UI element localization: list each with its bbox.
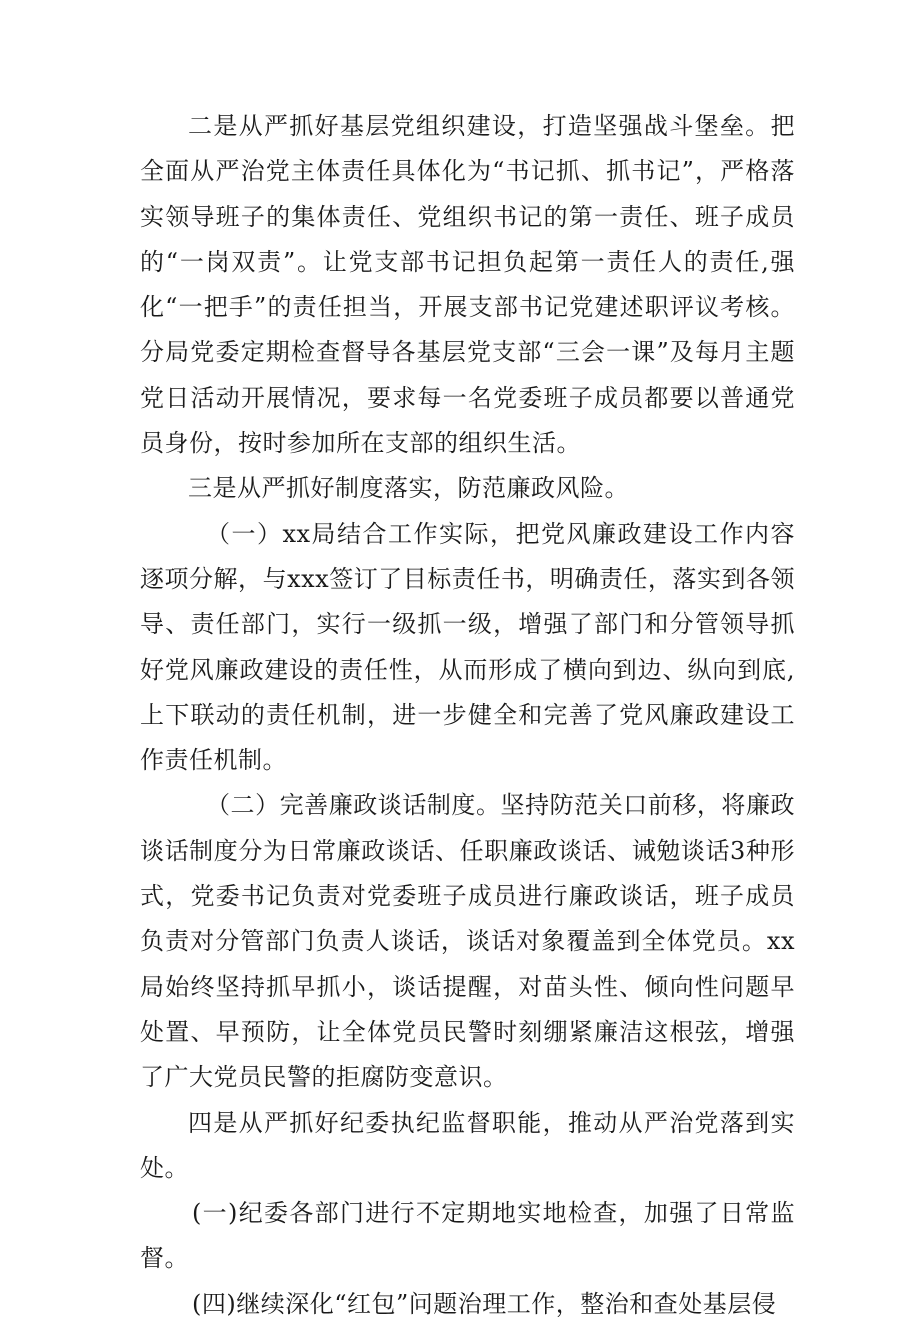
paragraph-item-red-envelope: (四)继续深化“红包”问题治理工作，整治和查处基层侵	[192, 1289, 777, 1318]
paragraph-system-implementation: 三是从严抓好制度落实，防范廉政风险。	[188, 474, 629, 503]
paragraph-discipline-supervision: 四是从严抓好纪委执纪监督职能，推动从严治党落到实处。	[140, 1108, 795, 1182]
paragraph-item-two-talk-system: （二）完善廉政谈话制度。坚持防范关口前移，将廉政谈话制度分为日常廉政谈话、任职廉政谈话、诫勉谈话3种形式，党委书记负责对党委班子成员进行廉政谈话，班子成员负责对分管部门负责人谈话，谈话对象覆盖到全体党员。xx局始终坚持抓早抓小，谈话提醒，对苗头性、倾向性问题早处置、早预防，让全体党员民警时刻绷紧廉洁这根弦，增强了广大党员民警的拒腐防变意识。	[140, 791, 795, 1092]
paragraph-item-inspection: (一)纪委各部门进行不定期地实地检查，加强了日常监督。	[140, 1199, 795, 1273]
paragraph-party-organization: 二是从严抓好基层党组织建设，打造坚强战斗堡垒。把全面从严治党主体责任具体化为“书记抓、抓书记”，严格落实领导班子的集体责任、党组织书记的第一责任、班子成员的“一岗双责”。让党支部书记担负起第一责任人的责任,强化“一把手”的责任担当，开展支部书记党建述职评议考核。分局党委定期检查督导各基层党支部“三会一课”及每月主题党日活动开展情况，要求每一名党委班子成员都要以普通党员身份，按时参加所在支部的组织生活。	[140, 112, 795, 458]
document-body	[140, 104, 795, 1327]
paragraph-item-one-responsibility: （一）xx局结合工作实际，把党风廉政建设工作内容逐项分解，与xxx签订了目标责任书，明确责任，落实到各领导、责任部门，实行一级抓一级，增强了部门和分管领导抓好党风廉政建设的责任性，从而形成了横向到边、纵向到底,上下联动的责任机制，进一步健全和完善了党风廉政建设工作责任机制。	[140, 519, 795, 775]
